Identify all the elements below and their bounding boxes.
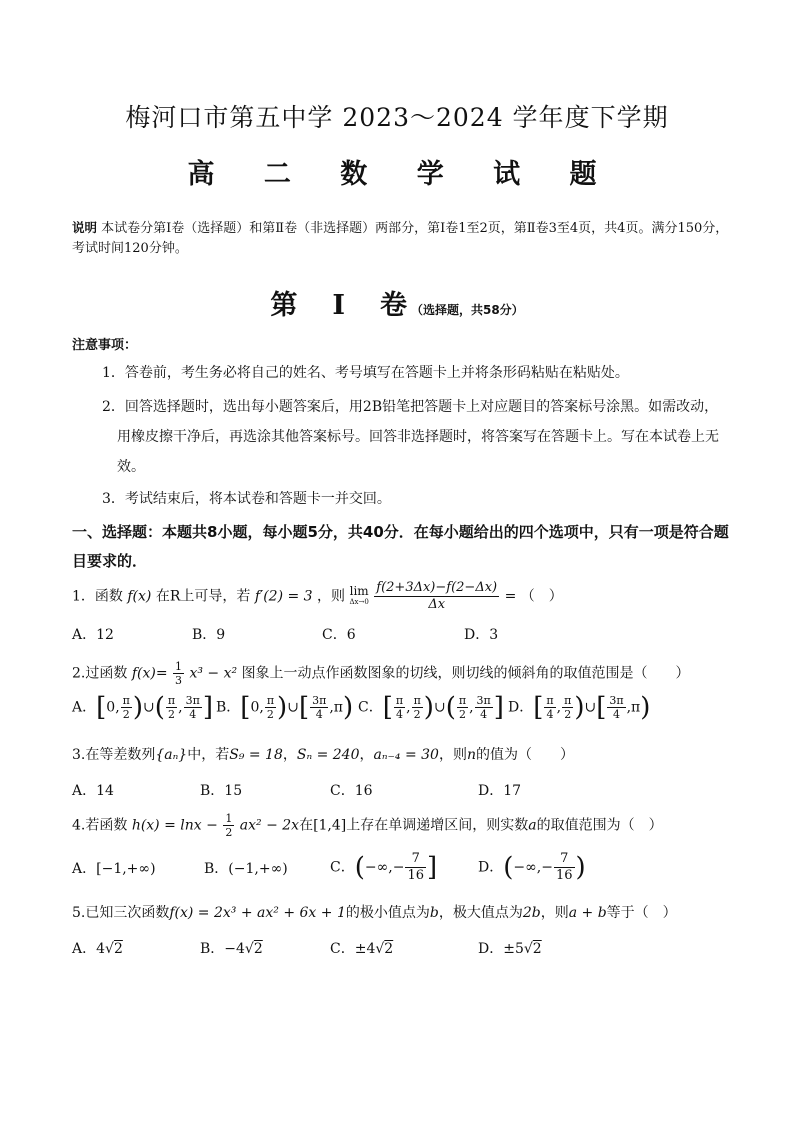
attention-item-2-cont: 用橡皮擦干净后，再选涂其他答案标号。回答非选择题时，将答案写在答题卡上。写在本试卷上无 xyxy=(117,429,719,445)
q5-stem-e: 等于（ ） xyxy=(606,905,677,921)
q1-condition: f′(2) = 3 xyxy=(254,588,313,605)
q2-fraction xyxy=(173,660,184,687)
q1-equals: = xyxy=(504,588,517,605)
question-3: 3.在等差数列{aₙ}中，若S₉ = 18，Sₙ = 240，aₙ₋₄ = 30，则n的值为（ ） xyxy=(72,747,574,763)
q1-option-b: B．9 xyxy=(192,627,226,643)
q2-option-b: B．[0, $\frac{\pi}{2}$ )∪[ $\frac{3\pi}{4}$ ,π) xyxy=(216,692,354,723)
attention-item-1: 1．答卷前，考生务必将自己的姓名、考号填写在答题卡上并将条形码粘贴在粘贴处。 xyxy=(102,365,629,381)
attention-item-3: 3．考试结束后，将本试卷和答题卡一并交回。 xyxy=(102,491,391,507)
question-1 xyxy=(72,580,732,613)
q3-option-a: A．14 xyxy=(72,783,114,799)
q1-fraction xyxy=(374,580,499,613)
q1-stem-b: 在R上可导，若 xyxy=(155,588,251,605)
q4-option-b-value: (−1,+∞) xyxy=(228,861,288,877)
q4-option-d: D．(−∞,− $\frac{7}{16}$ ) xyxy=(478,851,586,883)
q2-frac-num: 1 xyxy=(175,660,182,673)
q3-stem-c: ，则 xyxy=(438,747,467,763)
q3-stem-a: 3.在等差数列 xyxy=(72,747,156,763)
question-2 xyxy=(72,660,732,687)
q5-option-c: C．±4√2 xyxy=(330,941,394,957)
q4-stem-b: 在 xyxy=(299,817,314,834)
q1-stem-d: （ ） xyxy=(520,588,563,605)
q5-stem-a: 5.已知三次函数 xyxy=(72,905,170,921)
q3-stem-d: 的值为（ ） xyxy=(475,747,574,763)
attention-item-2-end: 效。 xyxy=(117,459,145,475)
q3-sequence: {aₙ} xyxy=(155,747,188,763)
q5-option-d: D．±5√2 xyxy=(478,941,542,957)
q1-stem-c: ，则 xyxy=(317,588,346,605)
exam-subtitle: 高 二 数 学 试 题 xyxy=(187,159,617,190)
q5-func: f(x) = 2x³ + ax² + 6x + 1 xyxy=(169,905,346,921)
q4-option-b: B．(−1,+∞) xyxy=(204,861,288,877)
q5-option-a: A．4√2 xyxy=(72,941,123,957)
exam-title: 梅河口市第五中学 2023～2024 学年度下学期 xyxy=(125,103,669,132)
q5-ab: a + b xyxy=(568,905,607,921)
q5-2b: 2b xyxy=(522,905,541,921)
q1-option-a: A．12 xyxy=(72,627,114,643)
q5-stem-c: ，极大值点为 xyxy=(438,905,523,921)
q4-func-left: h(x) = lnx − xyxy=(131,817,218,834)
question-5 xyxy=(72,902,732,922)
section-heading: 一、选择题：本题共8小题，每小题5分，共40分．在每小题给出的四个选项中，只有一项是符合题目要求的． xyxy=(72,523,729,570)
q1-lim-sub: Δx→0 xyxy=(349,597,369,606)
q5-option-b: B．−4√2 xyxy=(200,941,263,957)
note-label: 说明 xyxy=(72,220,98,235)
q3-option-d: D．17 xyxy=(478,783,522,799)
q2-stem-a: 2.过函数 xyxy=(72,665,128,682)
q2-func-right: x³ − x² xyxy=(189,665,238,682)
q3-cond-2: Sₙ = 240 xyxy=(296,747,360,763)
q1-stem-a: 1．函数 xyxy=(72,588,123,605)
q1-denominator: Δx xyxy=(428,597,446,612)
q2-stem-b: 图象上一动点作函数图象的切线，则切线的倾斜角的取值范围是（ ） xyxy=(241,665,690,682)
q4-a: a xyxy=(528,817,537,834)
q2-option-d: D．[ $\frac{\pi}{4}$ , $\frac{\pi}{2}$ )∪[ $\frac{3\pi}{4}$ ,π) xyxy=(508,692,651,723)
volume-detail: （选择题，共58分） xyxy=(410,303,524,317)
q4-option-a-value: [−1,+∞) xyxy=(96,861,156,877)
q3-n: n xyxy=(466,747,476,763)
q2-frac-den: 3 xyxy=(175,674,182,687)
q3-stem-b: 中，若 xyxy=(187,747,230,763)
attention-heading: 注意事项： xyxy=(72,338,138,353)
q3-option-c: C．16 xyxy=(330,783,373,799)
q3-cond-1: S₉ = 18 xyxy=(229,747,283,763)
q2-func-left: f(x)= xyxy=(131,665,168,682)
volume-name: 第 Ⅰ 卷 xyxy=(270,290,411,321)
q1-lim-word: lim xyxy=(349,583,369,598)
q5-b: b xyxy=(429,905,439,921)
q4-option-c: C．(−∞,− $\frac{7}{16}$ ] xyxy=(330,851,438,883)
q1-func: f(x) xyxy=(127,588,152,605)
q4-option-a: A．[−1,+∞) xyxy=(72,861,156,877)
q3-cond-3: aₙ₋₄ = 30 xyxy=(373,747,439,763)
question-4 xyxy=(72,812,732,839)
q4-interval: [1,4] xyxy=(313,817,347,834)
q2-option-a: A．[0, $\frac{\pi}{2}$ )∪( $\frac{\pi}{2}$ , $\frac{3\pi}{4}$ ] xyxy=(72,692,213,723)
volume-heading xyxy=(0,283,794,322)
q1-limit xyxy=(349,583,369,608)
q2-option-c: C．[ $\frac{\pi}{4}$ , $\frac{\pi}{2}$ )∪( $\frac{\pi}{2}$ , $\frac{3\pi}{4}$ ] xyxy=(358,692,504,723)
q4-frac-num: 1 xyxy=(225,812,233,825)
q4-stem-a: 4.若函数 xyxy=(72,817,128,834)
q4-fraction xyxy=(223,812,234,839)
q4-stem-c: 上存在单调递增区间，则实数 xyxy=(346,817,529,834)
q3-option-b: B．15 xyxy=(200,783,243,799)
q4-func-right: ax² − 2x xyxy=(239,817,300,834)
attention-item-2: 2．回答选择题时，选出每小题答案后，用2B铅笔把答题卡上对应题目的答案标号涂黑。如需改动， xyxy=(102,399,719,415)
q4-stem-d: 的取值范围为（ ） xyxy=(536,817,663,834)
q4-c-den: 16 xyxy=(407,868,424,883)
note-text: 本试卷分第Ⅰ卷（选择题）和第Ⅱ卷（非选择题）两部分，第Ⅰ卷1至2页，第Ⅱ卷3至4页，共4页。满分150分，考试时间120分钟。 xyxy=(72,221,729,256)
q5-stem-d: ，则 xyxy=(540,905,569,921)
q1-numerator: f(2+3Δx)−f(2−Δx) xyxy=(376,580,498,595)
q4-frac-den: 2 xyxy=(225,826,233,839)
instructions-note xyxy=(72,218,732,259)
q1-option-d: D．3 xyxy=(464,627,499,643)
q4-c-num: 7 xyxy=(405,851,426,868)
q5-stem-b: 的极小值点为 xyxy=(345,905,430,921)
q1-option-c: C．6 xyxy=(322,627,356,643)
